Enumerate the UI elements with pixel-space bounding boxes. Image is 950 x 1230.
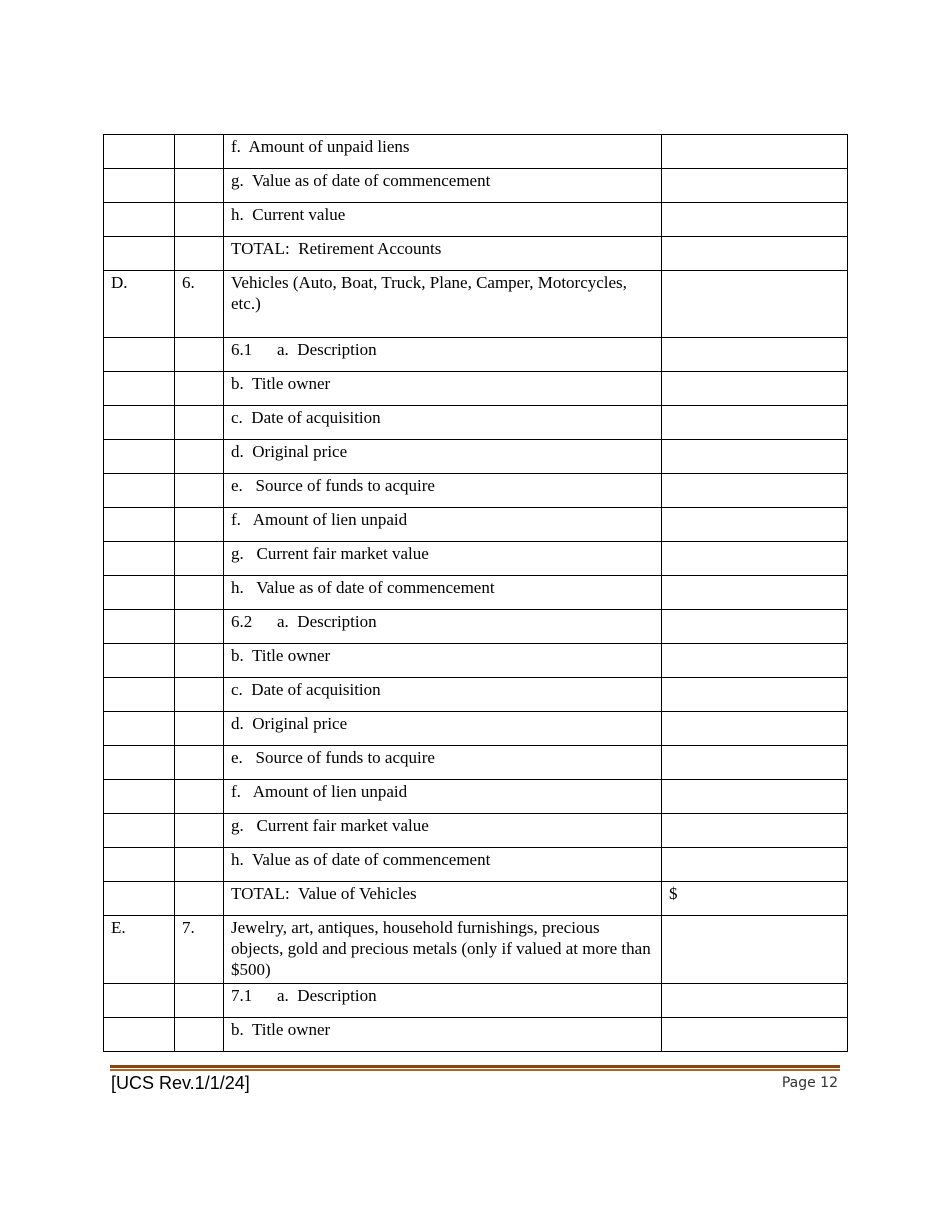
item-label: h. Current value xyxy=(231,205,346,224)
item-number-cell xyxy=(175,848,224,882)
value-entry-cell[interactable] xyxy=(662,135,848,169)
item-label-cell xyxy=(224,780,662,814)
value-entry-cell[interactable] xyxy=(662,678,848,712)
value-entry-cell[interactable] xyxy=(662,271,848,338)
value-entry-cell[interactable] xyxy=(662,848,848,882)
section-letter-cell xyxy=(104,406,175,440)
item-number-cell xyxy=(175,746,224,780)
item-number-cell xyxy=(175,372,224,406)
item-label: g. Current fair market value xyxy=(231,816,429,835)
item-label: a. Description xyxy=(277,612,377,631)
item-label-cell xyxy=(224,610,662,644)
item-label: c. Date of acquisition xyxy=(231,680,381,699)
table-row xyxy=(104,542,848,576)
item-label-cell xyxy=(224,576,662,610)
item-number-cell xyxy=(175,338,224,372)
table-row xyxy=(104,406,848,440)
item-label: g. Current fair market value xyxy=(231,544,429,563)
section-letter-cell xyxy=(104,440,175,474)
value-entry-cell[interactable] xyxy=(662,916,848,984)
item-number-cell xyxy=(175,440,224,474)
item-label: h. Value as of date of commencement xyxy=(231,578,495,597)
table-row xyxy=(104,610,848,644)
item-label: c. Date of acquisition xyxy=(231,408,381,427)
value-entry-cell[interactable] xyxy=(662,746,848,780)
item-label-cell xyxy=(224,135,662,169)
value-entry-cell[interactable] xyxy=(662,237,848,271)
section-letter-cell xyxy=(104,135,175,169)
item-number-cell xyxy=(175,882,224,916)
value-entry-cell[interactable] xyxy=(662,814,848,848)
table-row xyxy=(104,984,848,1018)
item-label-cell xyxy=(224,678,662,712)
table-row xyxy=(104,644,848,678)
section-letter-cell xyxy=(104,169,175,203)
item-number-cell xyxy=(175,678,224,712)
value-entry-cell[interactable] xyxy=(662,203,848,237)
value-entry-cell[interactable] xyxy=(662,474,848,508)
item-label: a. Description xyxy=(277,340,377,359)
section-letter-cell: D. xyxy=(104,271,175,338)
value-entry-cell[interactable] xyxy=(662,576,848,610)
value-entry-cell[interactable] xyxy=(662,169,848,203)
section-letter-cell xyxy=(104,542,175,576)
item-label: Jewelry, art, antiques, household furnishings, precious objects, gold and precious metals (only if valued at more than $500) xyxy=(231,918,655,979)
asset-form-table xyxy=(103,134,848,1052)
table-row xyxy=(104,135,848,169)
value-entry-cell[interactable] xyxy=(662,372,848,406)
item-label: e. Source of funds to acquire xyxy=(231,476,435,495)
item-label: b. Title owner xyxy=(231,646,331,665)
section-letter-cell xyxy=(104,678,175,712)
item-label-cell xyxy=(224,712,662,746)
item-number-cell: 6. xyxy=(175,271,224,338)
section-letter-cell xyxy=(104,814,175,848)
sub-item-number: 7.1 xyxy=(231,986,253,1005)
footer-rule-top xyxy=(110,1065,840,1068)
item-label-cell xyxy=(224,882,662,916)
item-number-cell xyxy=(175,984,224,1018)
item-label-cell xyxy=(224,169,662,203)
table-row xyxy=(104,712,848,746)
item-number-cell xyxy=(175,169,224,203)
page-number: Page 12 xyxy=(781,1075,838,1091)
section-letter-cell: E. xyxy=(104,916,175,984)
item-number-cell xyxy=(175,237,224,271)
table-row xyxy=(104,1018,848,1052)
item-label-cell xyxy=(224,1018,662,1052)
section-letter-cell xyxy=(104,746,175,780)
table-row xyxy=(104,203,848,237)
item-number-cell: 7. xyxy=(175,916,224,984)
table-row xyxy=(104,271,848,338)
section-letter-cell xyxy=(104,780,175,814)
value-entry-cell[interactable] xyxy=(662,440,848,474)
table-row xyxy=(104,678,848,712)
value-entry-cell[interactable] xyxy=(662,984,848,1018)
item-number-cell xyxy=(175,1018,224,1052)
section-letter-cell xyxy=(104,610,175,644)
item-label-cell xyxy=(224,984,662,1018)
table-row xyxy=(104,814,848,848)
section-letter-cell xyxy=(104,984,175,1018)
table-row xyxy=(104,576,848,610)
value-entry-cell[interactable] xyxy=(662,1018,848,1052)
item-label: d. Original price xyxy=(231,442,348,461)
item-label-cell xyxy=(224,406,662,440)
section-letter-cell xyxy=(104,372,175,406)
section-letter-cell xyxy=(104,508,175,542)
item-label-cell xyxy=(224,746,662,780)
item-label: TOTAL: Value of Vehicles xyxy=(231,884,417,903)
item-number-cell xyxy=(175,644,224,678)
value-entry-cell[interactable] xyxy=(662,610,848,644)
item-label-cell xyxy=(224,203,662,237)
value-entry-cell[interactable] xyxy=(662,542,848,576)
table-row xyxy=(104,440,848,474)
item-label-cell xyxy=(224,542,662,576)
table-row xyxy=(104,237,848,271)
item-label: b. Title owner xyxy=(231,1020,331,1039)
table-row xyxy=(104,746,848,780)
item-number-cell xyxy=(175,542,224,576)
item-label: Vehicles (Auto, Boat, Truck, Plane, Camper, Motorcycles, etc.) xyxy=(231,273,632,313)
item-label: f. Amount of unpaid liens xyxy=(231,137,410,156)
item-label-cell xyxy=(224,508,662,542)
item-number-cell xyxy=(175,203,224,237)
item-label-cell xyxy=(224,440,662,474)
item-label-cell xyxy=(224,372,662,406)
item-number-cell xyxy=(175,610,224,644)
section-letter-cell xyxy=(104,1018,175,1052)
item-label: h. Value as of date of commencement xyxy=(231,850,491,869)
item-label-cell xyxy=(224,474,662,508)
section-letter-cell xyxy=(104,474,175,508)
item-number-cell xyxy=(175,406,224,440)
item-number-cell xyxy=(175,135,224,169)
section-letter-cell xyxy=(104,237,175,271)
footer-revision: [UCS Rev.1/1/24] xyxy=(111,1073,250,1093)
table-row xyxy=(104,169,848,203)
item-label: f. Amount of lien unpaid xyxy=(231,510,408,529)
item-number-cell xyxy=(175,814,224,848)
item-number-cell xyxy=(175,508,224,542)
value-entry-cell[interactable] xyxy=(662,644,848,678)
value-entry-cell[interactable] xyxy=(662,406,848,440)
item-number-cell xyxy=(175,780,224,814)
table-row xyxy=(104,780,848,814)
item-label: b. Title owner xyxy=(231,374,331,393)
item-label: e. Source of funds to acquire xyxy=(231,748,435,767)
value-entry-cell[interactable] xyxy=(662,780,848,814)
item-label: TOTAL: Retirement Accounts xyxy=(231,239,442,258)
sub-item-number: 6.2 xyxy=(231,612,253,631)
section-letter-cell xyxy=(104,882,175,916)
table-row xyxy=(104,372,848,406)
value-entry-cell[interactable]: $ xyxy=(662,882,848,916)
item-number-cell xyxy=(175,712,224,746)
value-entry-cell[interactable] xyxy=(662,508,848,542)
item-label: a. Description xyxy=(277,986,377,1005)
item-label: f. Amount of lien unpaid xyxy=(231,782,408,801)
section-letter-cell xyxy=(104,848,175,882)
section-letter-cell xyxy=(104,576,175,610)
table-row xyxy=(104,508,848,542)
footer-rule-bottom xyxy=(110,1069,840,1071)
section-letter-cell xyxy=(104,712,175,746)
sub-item-number: 6.1 xyxy=(231,340,253,359)
table-row xyxy=(104,474,848,508)
item-label-cell xyxy=(224,237,662,271)
item-label: g. Value as of date of commencement xyxy=(231,171,491,190)
item-label-cell xyxy=(224,814,662,848)
table-row xyxy=(104,848,848,882)
item-label-cell xyxy=(224,916,662,984)
section-letter-cell xyxy=(104,203,175,237)
section-letter-cell xyxy=(104,338,175,372)
table-row xyxy=(104,338,848,372)
item-label-cell xyxy=(224,848,662,882)
item-label: d. Original price xyxy=(231,714,348,733)
item-number-cell xyxy=(175,474,224,508)
item-label-cell xyxy=(224,338,662,372)
table-row xyxy=(104,882,848,916)
item-number-cell xyxy=(175,576,224,610)
table-row xyxy=(104,916,848,984)
value-entry-cell[interactable] xyxy=(662,712,848,746)
value-entry-cell[interactable] xyxy=(662,338,848,372)
item-label-cell xyxy=(224,271,662,338)
section-letter-cell xyxy=(104,644,175,678)
item-label-cell xyxy=(224,644,662,678)
